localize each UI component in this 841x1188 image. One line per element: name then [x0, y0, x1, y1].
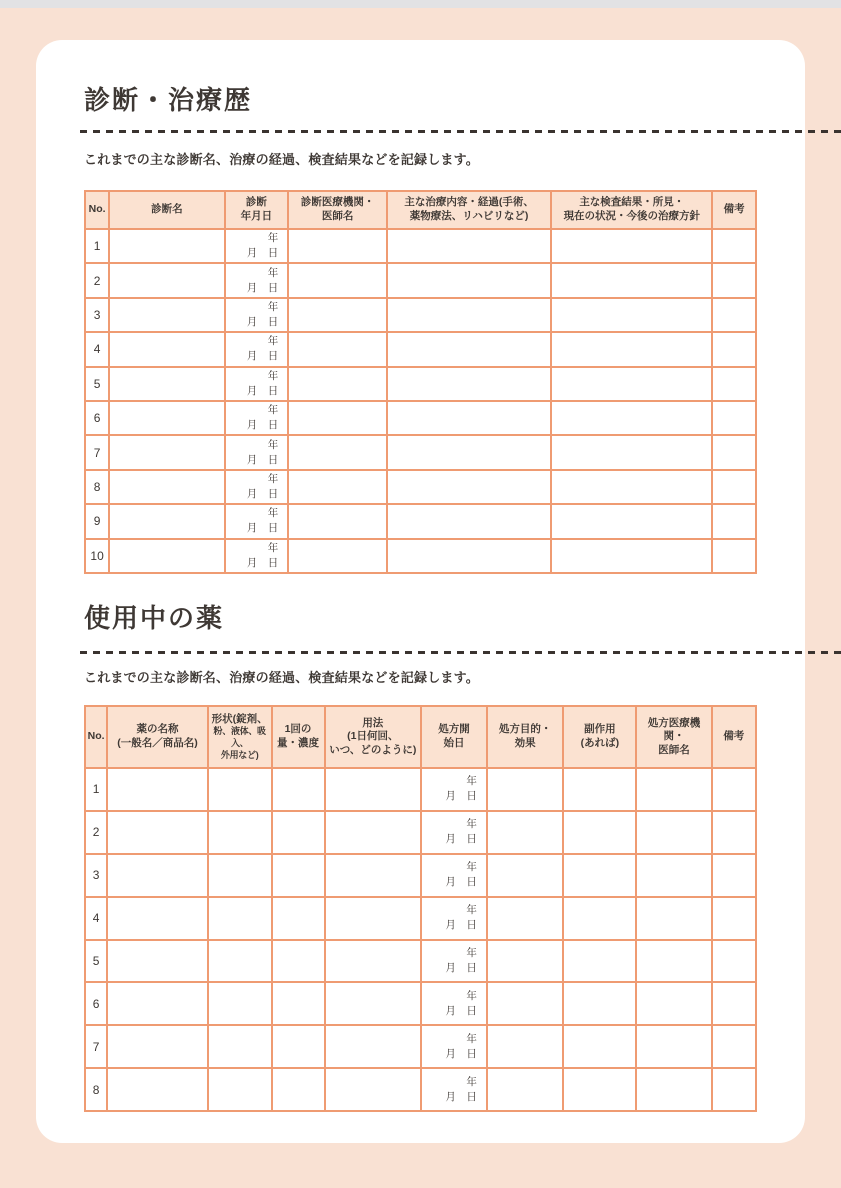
cell-treatment — [387, 367, 551, 401]
row-number: 10 — [85, 539, 109, 573]
cell-diagnosis-date: 年 月 日 — [225, 470, 289, 504]
cell-remarks — [712, 504, 756, 538]
table-row — [85, 229, 756, 263]
row-number: 5 — [85, 940, 107, 983]
row-number: 4 — [85, 897, 107, 940]
dashed-divider — [80, 651, 841, 654]
cell-drug-name — [107, 897, 208, 940]
table-row — [85, 940, 756, 983]
cell-medical-institution — [288, 470, 387, 504]
row-number: 3 — [85, 298, 109, 332]
cell-test-results — [551, 435, 712, 469]
cell-prescription-start-date: 年 月 日 — [421, 982, 487, 1025]
cell-treatment — [387, 539, 551, 573]
cell-diagnosis-date: 年 月 日 — [225, 539, 289, 573]
cell-side-effects — [563, 982, 636, 1025]
cell-remarks — [712, 811, 756, 854]
cell-diagnosis-date: 年 月 日 — [225, 435, 289, 469]
cell-diagnosis-date: 年 月 日 — [225, 263, 289, 297]
cell-form — [208, 1025, 272, 1068]
cell-dose — [272, 940, 325, 983]
section-intro-diagnosis-history: これまでの主な診断名、治療の経過、検査結果などを記録します。 — [84, 152, 479, 167]
row-number: 4 — [85, 332, 109, 366]
cell-dose — [272, 897, 325, 940]
cell-diagnosis-name — [109, 539, 224, 573]
cell-remarks — [712, 435, 756, 469]
current-medications-table — [84, 705, 757, 1112]
table-row — [85, 367, 756, 401]
col-header-diagnosis-date: 診断 年月日 — [225, 191, 289, 229]
cell-prescribing-institution — [636, 940, 711, 983]
col-header-dose: 1回の 量・濃度 — [272, 706, 325, 768]
cell-remarks — [712, 854, 756, 897]
cell-prescribing-institution — [636, 897, 711, 940]
cell-remarks — [712, 401, 756, 435]
cell-drug-name — [107, 811, 208, 854]
cell-purpose-effect — [487, 1025, 563, 1068]
cell-test-results — [551, 298, 712, 332]
table-row — [85, 768, 756, 811]
row-number: 1 — [85, 229, 109, 263]
cell-remarks — [712, 298, 756, 332]
cell-diagnosis-date: 年 月 日 — [225, 367, 289, 401]
cell-usage — [325, 897, 422, 940]
top-strip — [0, 0, 841, 8]
cell-dose — [272, 1068, 325, 1111]
cell-prescription-start-date: 年 月 日 — [421, 768, 487, 811]
cell-diagnosis-name — [109, 332, 224, 366]
table-row — [85, 811, 756, 854]
cell-medical-institution — [288, 229, 387, 263]
cell-diagnosis-name — [109, 504, 224, 538]
col-header-remarks: 備考 — [712, 706, 756, 768]
cell-diagnosis-name — [109, 229, 224, 263]
cell-diagnosis-date: 年 月 日 — [225, 229, 289, 263]
cell-drug-name — [107, 1025, 208, 1068]
cell-purpose-effect — [487, 897, 563, 940]
cell-medical-institution — [288, 504, 387, 538]
cell-remarks — [712, 263, 756, 297]
cell-drug-name — [107, 854, 208, 897]
cell-side-effects — [563, 811, 636, 854]
cell-diagnosis-name — [109, 263, 224, 297]
table-row — [85, 332, 756, 366]
cell-form — [208, 811, 272, 854]
cell-purpose-effect — [487, 982, 563, 1025]
cell-side-effects — [563, 1068, 636, 1111]
cell-usage — [325, 940, 422, 983]
cell-treatment — [387, 332, 551, 366]
table-row — [85, 298, 756, 332]
cell-prescribing-institution — [636, 768, 711, 811]
cell-dose — [272, 982, 325, 1025]
col-header-usage: 用法 (1日何回、 いつ、どのように) — [325, 706, 422, 768]
col-header-purpose-effect: 処方目的・ 効果 — [487, 706, 563, 768]
row-number: 2 — [85, 263, 109, 297]
cell-purpose-effect — [487, 854, 563, 897]
cell-remarks — [712, 940, 756, 983]
table-row — [85, 854, 756, 897]
row-number: 1 — [85, 768, 107, 811]
cell-diagnosis-name — [109, 367, 224, 401]
row-number: 3 — [85, 854, 107, 897]
dashed-divider — [80, 130, 841, 133]
cell-remarks — [712, 1068, 756, 1111]
cell-dose — [272, 1025, 325, 1068]
cell-prescribing-institution — [636, 811, 711, 854]
diagnosis-history-table — [84, 190, 757, 574]
cell-test-results — [551, 504, 712, 538]
cell-form — [208, 897, 272, 940]
cell-test-results — [551, 332, 712, 366]
col-header-side-effects: 副作用 (あれば) — [563, 706, 636, 768]
cell-purpose-effect — [487, 940, 563, 983]
cell-diagnosis-date: 年 月 日 — [225, 332, 289, 366]
cell-remarks — [712, 897, 756, 940]
col-header-no: No. — [85, 706, 107, 768]
section-title-diagnosis-history: 診断・治療歴 — [84, 85, 253, 115]
section-title-current-medications: 使用中の薬 — [84, 603, 225, 633]
col-header-remarks: 備考 — [712, 191, 756, 229]
table-row — [85, 470, 756, 504]
table-row — [85, 1068, 756, 1111]
cell-drug-name — [107, 768, 208, 811]
row-number: 5 — [85, 367, 109, 401]
cell-diagnosis-date: 年 月 日 — [225, 298, 289, 332]
table-row — [85, 263, 756, 297]
row-number: 7 — [85, 1025, 107, 1068]
cell-treatment — [387, 470, 551, 504]
cell-purpose-effect — [487, 768, 563, 811]
cell-prescribing-institution — [636, 1068, 711, 1111]
col-header-prescription-start-date: 処方開 始日 — [421, 706, 487, 768]
cell-remarks — [712, 982, 756, 1025]
cell-side-effects — [563, 854, 636, 897]
cell-treatment — [387, 435, 551, 469]
cell-treatment — [387, 229, 551, 263]
cell-prescription-start-date: 年 月 日 — [421, 1068, 487, 1111]
cell-prescription-start-date: 年 月 日 — [421, 854, 487, 897]
table-row — [85, 897, 756, 940]
cell-usage — [325, 1025, 422, 1068]
row-number: 9 — [85, 504, 109, 538]
cell-test-results — [551, 539, 712, 573]
row-number: 8 — [85, 1068, 107, 1111]
row-number: 6 — [85, 401, 109, 435]
cell-test-results — [551, 401, 712, 435]
cell-dose — [272, 854, 325, 897]
cell-treatment — [387, 504, 551, 538]
col-header-drug-name: 薬の名称 (一般名／商品名) — [107, 706, 208, 768]
cell-drug-name — [107, 940, 208, 983]
col-header-form: 形状(錠剤、 粉、液体、吸入、 外用など) — [208, 706, 272, 768]
cell-remarks — [712, 229, 756, 263]
cell-side-effects — [563, 768, 636, 811]
cell-medical-institution — [288, 367, 387, 401]
cell-usage — [325, 854, 422, 897]
cell-prescription-start-date: 年 月 日 — [421, 1025, 487, 1068]
cell-remarks — [712, 470, 756, 504]
cell-diagnosis-date: 年 月 日 — [225, 504, 289, 538]
cell-test-results — [551, 470, 712, 504]
cell-diagnosis-name — [109, 470, 224, 504]
cell-medical-institution — [288, 298, 387, 332]
cell-dose — [272, 811, 325, 854]
cell-diagnosis-name — [109, 298, 224, 332]
col-header-treatment: 主な治療内容・経過(手術、 薬物療法、リハビリなど) — [387, 191, 551, 229]
cell-usage — [325, 1068, 422, 1111]
row-number: 2 — [85, 811, 107, 854]
cell-treatment — [387, 263, 551, 297]
cell-test-results — [551, 229, 712, 263]
table-row — [85, 539, 756, 573]
cell-diagnosis-name — [109, 401, 224, 435]
cell-prescribing-institution — [636, 1025, 711, 1068]
cell-drug-name — [107, 1068, 208, 1111]
cell-purpose-effect — [487, 1068, 563, 1111]
cell-form — [208, 768, 272, 811]
cell-medical-institution — [288, 332, 387, 366]
table-row — [85, 504, 756, 538]
col-header-test-results: 主な検査結果・所見・ 現在の状況・今後の治療方針 — [551, 191, 712, 229]
cell-side-effects — [563, 897, 636, 940]
cell-prescribing-institution — [636, 982, 711, 1025]
cell-diagnosis-name — [109, 435, 224, 469]
cell-form — [208, 854, 272, 897]
cell-medical-institution — [288, 539, 387, 573]
cell-form — [208, 1068, 272, 1111]
cell-usage — [325, 982, 422, 1025]
cell-remarks — [712, 768, 756, 811]
cell-remarks — [712, 539, 756, 573]
cell-dose — [272, 768, 325, 811]
cell-medical-institution — [288, 435, 387, 469]
table-row — [85, 401, 756, 435]
row-number: 8 — [85, 470, 109, 504]
cell-medical-institution — [288, 401, 387, 435]
col-header-no: No. — [85, 191, 109, 229]
cell-usage — [325, 768, 422, 811]
cell-diagnosis-date: 年 月 日 — [225, 401, 289, 435]
cell-remarks — [712, 332, 756, 366]
cell-remarks — [712, 1025, 756, 1068]
cell-test-results — [551, 263, 712, 297]
cell-test-results — [551, 367, 712, 401]
cell-side-effects — [563, 1025, 636, 1068]
col-header-diagnosis-name: 診断名 — [109, 191, 224, 229]
cell-treatment — [387, 298, 551, 332]
col-header-prescribing-institution: 処方医療機関・ 医師名 — [636, 706, 711, 768]
cell-remarks — [712, 367, 756, 401]
cell-prescription-start-date: 年 月 日 — [421, 940, 487, 983]
cell-prescription-start-date: 年 月 日 — [421, 811, 487, 854]
cell-prescription-start-date: 年 月 日 — [421, 897, 487, 940]
cell-usage — [325, 811, 422, 854]
section-intro-current-medications: これまでの主な診断名、治療の経過、検査結果などを記録します。 — [84, 670, 479, 685]
cell-treatment — [387, 401, 551, 435]
cell-side-effects — [563, 940, 636, 983]
table-row — [85, 982, 756, 1025]
cell-form — [208, 940, 272, 983]
cell-drug-name — [107, 982, 208, 1025]
cell-prescribing-institution — [636, 854, 711, 897]
table-row — [85, 1025, 756, 1068]
row-number: 6 — [85, 982, 107, 1025]
cell-medical-institution — [288, 263, 387, 297]
col-header-medical-institution: 診断医療機関・ 医師名 — [288, 191, 387, 229]
row-number: 7 — [85, 435, 109, 469]
cell-purpose-effect — [487, 811, 563, 854]
table-row — [85, 435, 756, 469]
cell-form — [208, 982, 272, 1025]
